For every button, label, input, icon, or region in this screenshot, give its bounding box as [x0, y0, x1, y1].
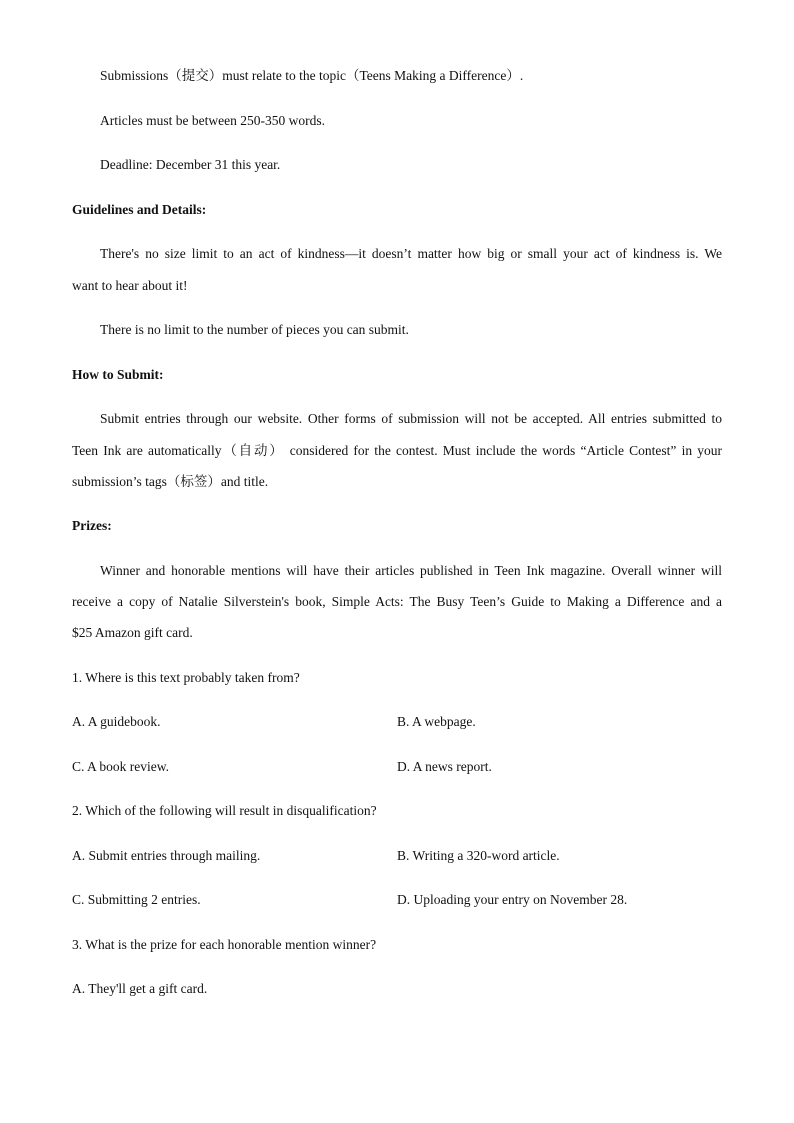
- guidelines-paragraph-line: want to hear about it!: [72, 278, 188, 293]
- submit-paragraph-line: submission’s tags（标签）and title.: [72, 474, 269, 489]
- guidelines-paragraph-line: There's no size limit to an act of kindness—it doesn’t matter how big or small your act of kindness is. We: [100, 246, 722, 261]
- option-a: A. Submit entries through mailing.: [72, 848, 261, 863]
- prizes-paragraph-line: receive a copy of Natalie Silverstein's book, Simple Acts: The Busy Teen’s Guide to Making a Difference and a: [72, 594, 722, 609]
- option-d: D. Uploading your entry on November 28.: [397, 892, 628, 907]
- guidelines-heading: Guidelines and Details:: [72, 202, 207, 217]
- option-a: A. They'll get a gift card.: [72, 981, 208, 996]
- submit-paragraph-line: Teen Ink are automatically（自动） considered for the contest. Must include the words “Article Contest” in your: [72, 443, 722, 458]
- length-requirement: Articles must be between 250-350 words.: [100, 113, 325, 128]
- option-d: D. A news report.: [397, 759, 492, 774]
- prizes-heading: Prizes:: [72, 518, 112, 533]
- topic-requirement: Submissions（提交）must relate to the topic（Teens Making a Difference）.: [100, 68, 524, 83]
- option-c: C. A book review.: [72, 759, 169, 774]
- question-stem: 3. What is the prize for each honorable mention winner?: [72, 937, 377, 952]
- option-b: B. Writing a 320-word article.: [397, 848, 560, 863]
- option-a: A. A guidebook.: [72, 714, 161, 729]
- option-b: B. A webpage.: [397, 714, 476, 729]
- question-stem: 2. Which of the following will result in disqualification?: [72, 803, 377, 818]
- prizes-paragraph-line: $25 Amazon gift card.: [72, 625, 193, 640]
- submit-paragraph-line: Submit entries through our website. Other forms of submission will not be accepted. All entries submitted to: [100, 411, 722, 426]
- prizes-paragraph-line: Winner and honorable mentions will have their articles published in Teen Ink magazine. Overall winner will: [100, 563, 722, 578]
- question-stem: 1. Where is this text probably taken from?: [72, 670, 300, 685]
- option-c: C. Submitting 2 entries.: [72, 892, 201, 907]
- guidelines-paragraph: There is no limit to the number of pieces you can submit.: [100, 322, 409, 337]
- deadline-requirement: Deadline: December 31 this year.: [100, 157, 281, 172]
- how-to-submit-heading: How to Submit:: [72, 367, 164, 382]
